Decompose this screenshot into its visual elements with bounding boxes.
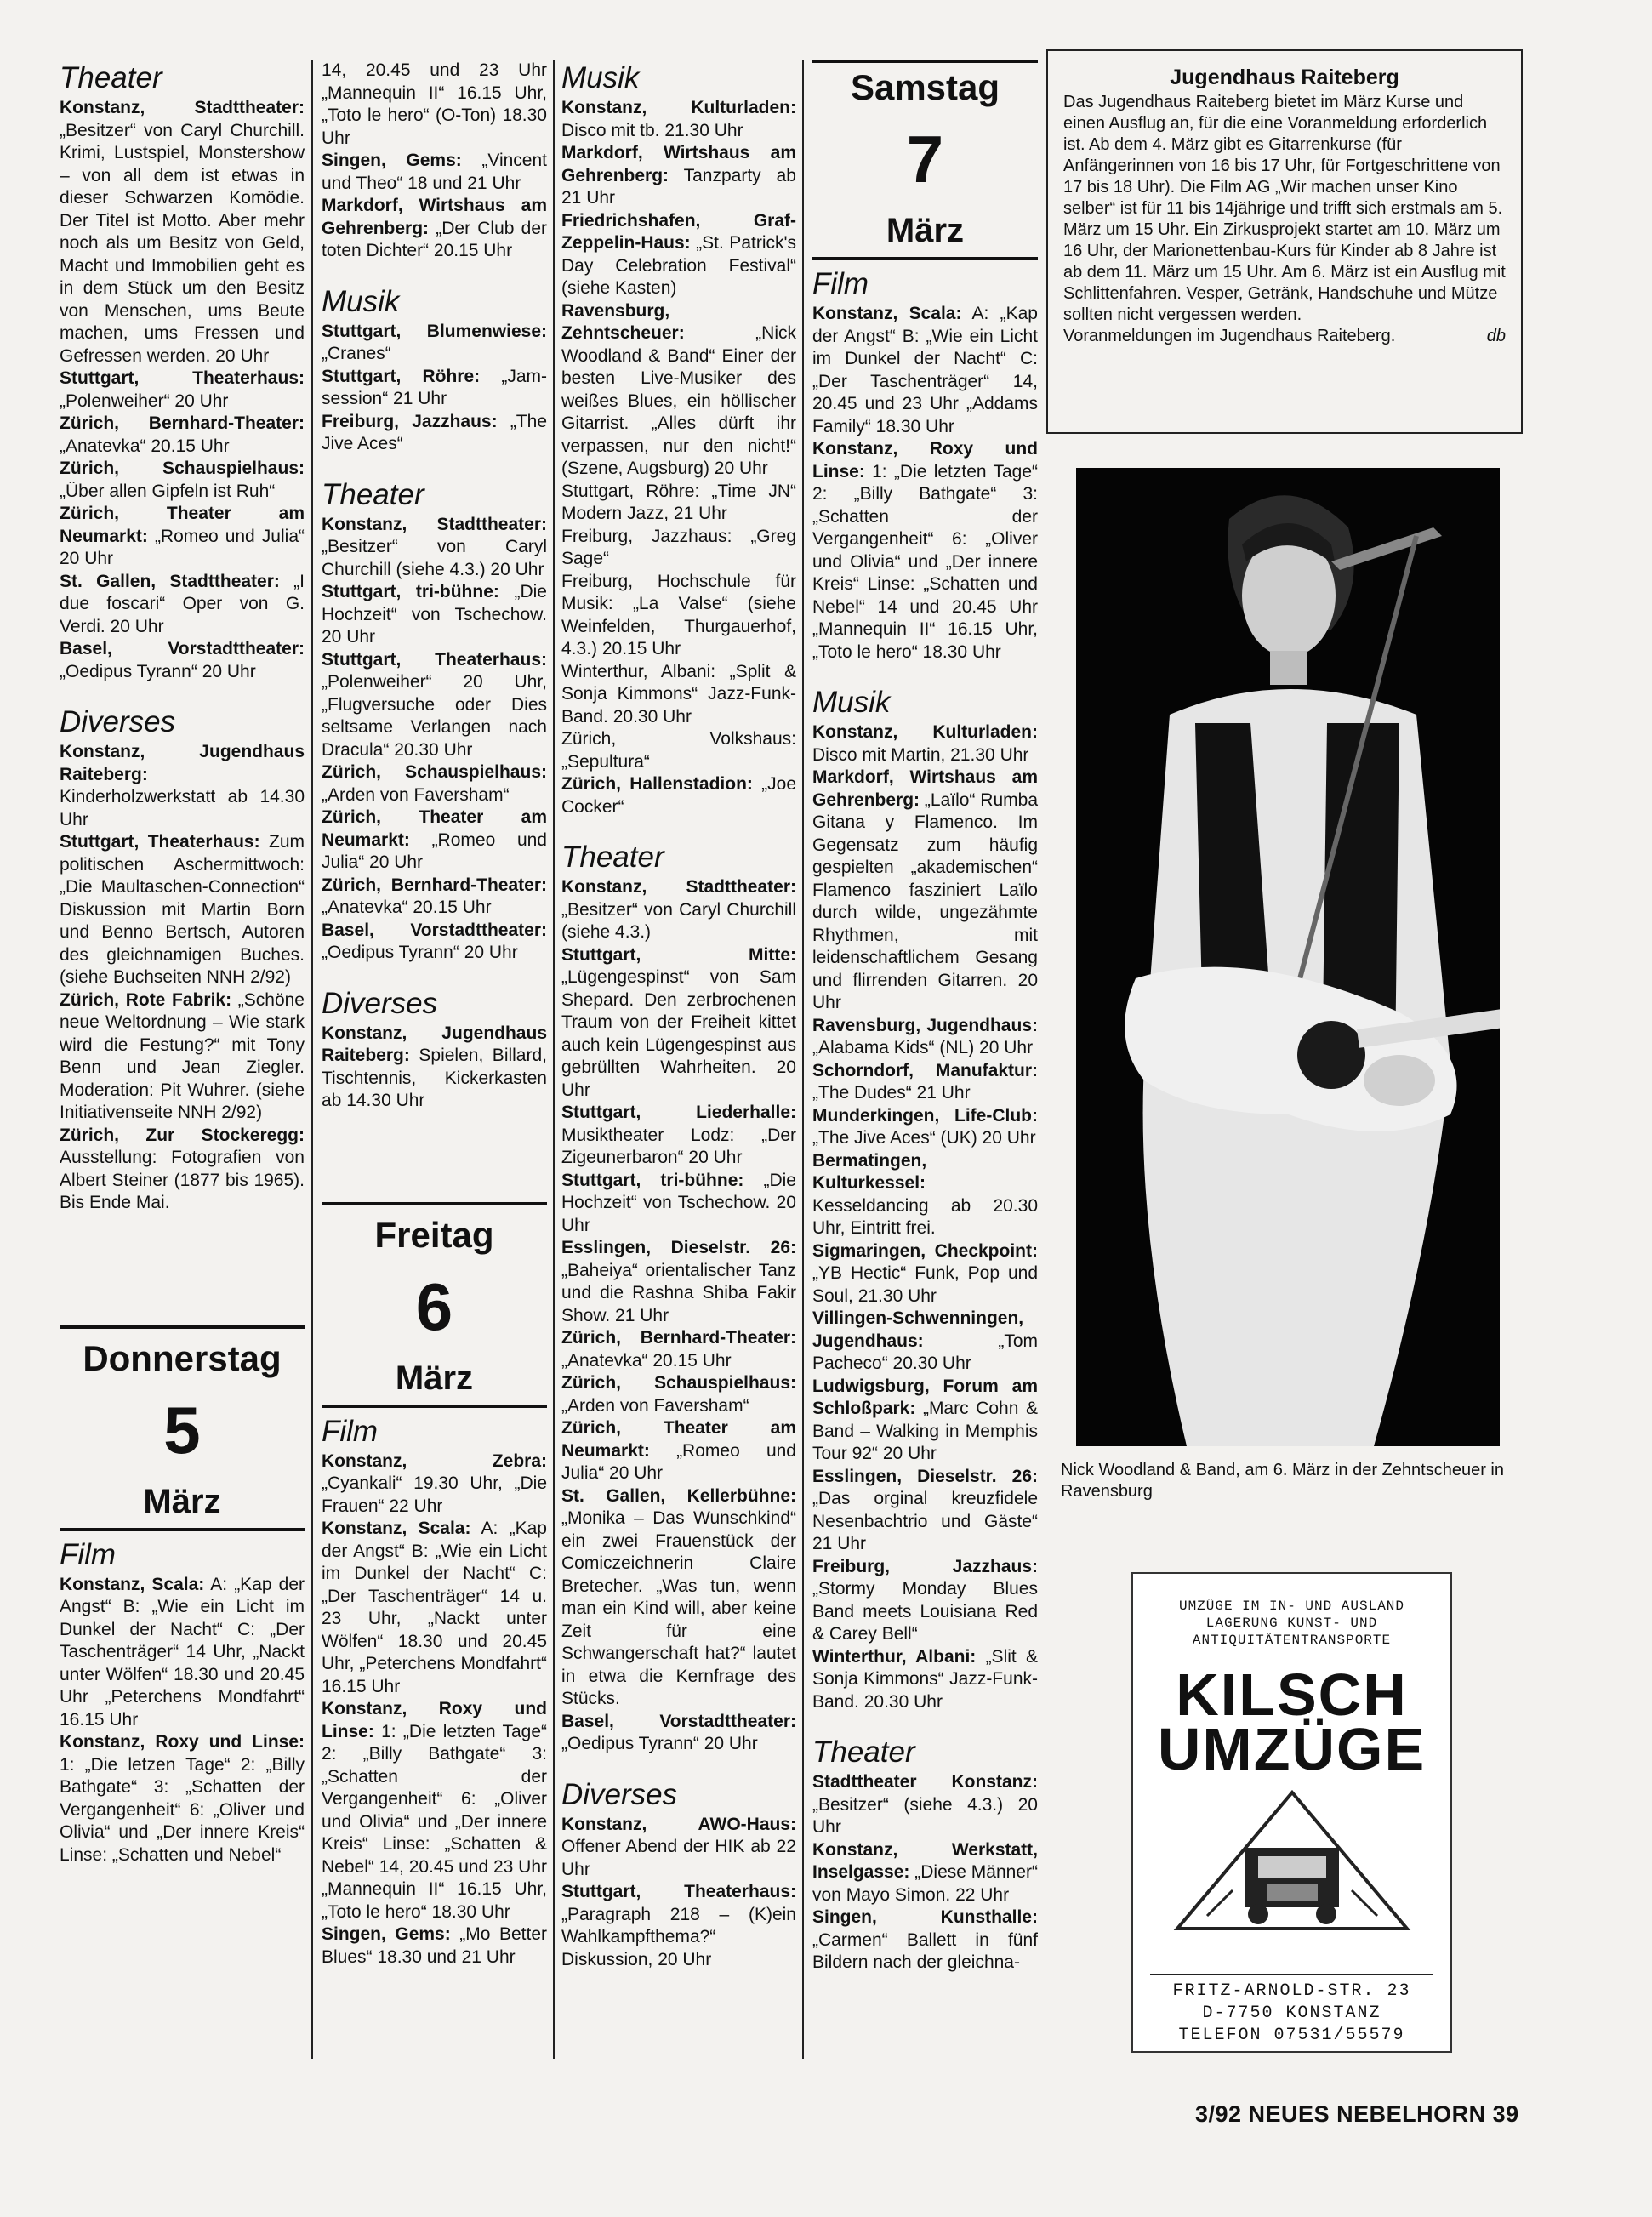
event-details: „Joe Cocker“ [561,774,796,817]
event-details: Disco mit tb. 21.30 Uhr [561,120,743,140]
listing-entry [322,195,547,263]
ad-city: D-7750 KONSTANZ [1202,2003,1381,2023]
section-heading: Diverses [561,1777,678,1811]
event-details: „Nick Woodland & Band“ Einer der besten Live-Musiker des weißes Blues, ein höllischer Gitarrist. „Alles dürft ihr verpassen, nur den nicht!“ (Szene, Augsburg) 20 Uhr [561,323,796,478]
event-details: „Marc Cohn & Band – Walking in Memphis Tour 92“ 20 Uhr [812,1399,1038,1463]
listing-entry [561,142,796,210]
listing [812,721,1038,1713]
event-details: „Lügengespinst“ von Sam Shepard. Den zerbrochenen Traum von der Freiheit kittet auch kein Lügengespinst aus gebrüllten Wahrheiten. 20 Uhr [561,967,796,1100]
listing [322,60,547,263]
section-heading: Theater [812,1735,915,1769]
listing-entry [322,366,547,411]
event-details: Stuttgart, Röhre: „Time JN“ Modern Jazz, 21 Uhr [561,481,796,523]
venue-name: Freiburg, Jazzhaus: [322,411,498,431]
day-name: Donnerstag [60,1325,305,1380]
concert-photo [1076,468,1500,1446]
venue-name: Basel, Vorstadttheater: [322,920,547,940]
event-details: 14, 20.45 und 23 Uhr „Mannequin II“ 16.15 Uhr, „Toto le hero“ (O-Ton) 18.30 Uhr [322,60,547,148]
event-details: „Baheiya“ orientalischer Tanz und die Rashna Shiba Fakir Show. 21 Uhr [561,1260,796,1325]
event-details: „Anatevka“ 20.15 Uhr [561,1350,732,1371]
section-heading: Theater [322,477,424,511]
photo-caption: Nick Woodland & Band, am 6. März in der Zehntscheuer in Ravensburg [1061,1461,1504,1501]
listing-entry [60,503,305,571]
day-number: 5 [163,1392,201,1468]
info-box-jugendhaus [1046,49,1523,434]
venue-name: Munderkingen, Life-Club: [812,1105,1038,1126]
listing-entry [812,1240,1038,1308]
listing-entry [812,721,1038,767]
venue-name: Schorndorf, Manufaktur: [812,1060,1038,1080]
venue-name: Konstanz, Stadttheater: [322,514,547,534]
event-details: „Laïlo“ Rumba Gitana y Flamenco. Im Gegensatz zum häufig gespielten „akademischen“ Flamenco fasziniert Laïlo durch wilde, ungezähmte Rhythmen, mit leidenschaftlichem Gesang und flirrenden Gitarren. 20 Uhr [812,789,1038,1012]
event-details: Freiburg, Hochschule für Musik: „La Valse“ (siehe Weinfelden, Thurgauerhof, 4.3.) 20.15 Uhr [561,571,796,658]
listing-entry [561,1327,796,1372]
venue-name: Stuttgart, tri-bühne: [322,582,499,601]
event-details: Zürich, Volkshaus: „Sepultura“ [561,729,796,772]
venue-name: Zürich, Schauspielhaus: [561,1373,796,1393]
venue-name: Markdorf, Wirtshaus am Gehrenberg: [322,196,547,238]
event-details: A: „Kap der Angst“ B: „Wie ein Licht im Dunkel der Nacht“ C: „Der Taschenträger“ 14, 20.45 und 23 Uhr „Addams Family“ 18.30 Uhr [812,304,1038,436]
column-4 [812,60,1038,1975]
column-3 [561,60,796,1971]
venue-name: Zürich, Theater am Neumarkt: [322,807,547,850]
event-details: „Cyankali“ 19.30 Uhr, „Die Frauen“ 22 Uhr [322,1473,547,1516]
listing-entry [322,60,547,150]
event-details: Spielen, Billard, Tischtennis, Kickerkasten ab 14.30 Uhr [322,1046,547,1110]
listing-entry [60,368,305,413]
listing-entry [561,1814,796,1882]
venue-name: Konstanz, Roxy und Linse: [812,439,1038,482]
day-header [812,60,1038,260]
venue-name: Winterthur, Albani: [812,1646,977,1667]
event-details: „Oedipus Tyrann“ 20 Uhr [322,943,518,962]
listing-entry [561,571,796,661]
column-rule [802,60,804,2059]
event-details: Zum politischen Aschermittwoch: „Die Maultaschen-Connection“ Diskussion mit Martin Born und Benno Bertsch, Autoren des gleichnamigen Buches. (siehe Buchseiten NNH 2/92) [60,832,305,987]
venue-name: Stuttgart, Röhre: [322,366,481,386]
listing [322,1023,547,1113]
event-details: „Monika – Das Wunschkind“ ein zwei Frauenstück der Comiczeichnerin Claire Bretecher. „Was tun, wenn man ein Kind will, aber keine Zeit für eine Schwangerschaft hat?“ lautet in etwa die Kernfrage des Stücks. [561,1508,796,1708]
listing-entry [60,1574,305,1732]
venue-name: Markdorf, Wirtshaus am Gehrenberg: [561,143,796,185]
venue-name: Zürich, Bernhard-Theater: [322,875,547,895]
section-heading: Musik [561,61,640,94]
venue-name: Sigmaringen, Checkpoint: [812,1240,1038,1261]
event-details: „I due foscari“ Oper von G. Verdi. 20 Uhr [60,571,305,636]
event-details: „Carmen“ Ballett in fünf Bildern nach der gleichna- [812,1929,1038,1972]
listing-entry [60,1125,305,1215]
venue-name: Ludwigsburg, Forum am Schloßpark: [812,1376,1038,1418]
listing [60,1574,305,1867]
signature: db [1486,327,1506,345]
venue-name: Basel, Vorstadttheater: [60,639,305,658]
event-details: Ausstellung: Fotografien von Albert Steiner (1877 bis 1965). Bis Ende Mai. [60,1148,305,1212]
listing-entry [60,638,305,683]
event-details: „Anatevka“ 20.15 Uhr [60,436,230,456]
listing-entry [60,831,305,989]
listing-entry [60,413,305,458]
listing-entry [60,741,305,831]
venue-name: Esslingen, Dieselstr. 26: [812,1466,1038,1486]
venue-name: Konstanz, Werkstatt, Inselgasse: [812,1839,1038,1882]
event-details: „Oedipus Tyrann“ 20 Uhr [60,661,256,681]
column-rule [311,60,313,2059]
listing-entry [322,1023,547,1113]
venue-name: Zürich, Zur Stockeregg: [60,1125,305,1145]
section-heading: Theater [561,841,664,874]
listing-entry [322,806,547,875]
ad-tagline-1: UMZÜGE IM IN- UND AUSLAND [1178,1599,1405,1614]
listing [561,1814,796,1972]
listing-entry [812,1105,1038,1150]
listing [60,97,305,683]
listing-entry [322,514,547,582]
listing-entry [561,1711,796,1756]
listing-entry [561,944,796,1103]
listing-entry [561,1372,796,1417]
listing [322,514,547,965]
listing-entry [561,1170,796,1238]
venue-name: Stuttgart, tri-bühne: [561,1170,744,1190]
venue-name: Zürich, Hallenstadion: [561,774,753,794]
ad-phone: TELEFON 07531/55579 [1178,2026,1405,2045]
listing-entry [812,1150,1038,1240]
event-details: „Romeo und Julia“ 20 Uhr [60,526,305,568]
venue-name: Zürich, Bernhard-Theater: [561,1328,796,1348]
venue-name: Zürich, Bernhard-Theater: [60,413,305,433]
event-details: 1: „Die letzten Tage“ 2: „Billy Bathgate“ 3: „Schatten der Vergangenheit“ 6: „Oliver und Olivia“ und „Der innere Kreis“ Linse: „Schatten und Nebel“ 14 und 20.45 Uhr „Mannequin II“ 16.15 Uhr, „Toto le hero“ 18.30 Uhr [812,461,1038,662]
listing-entry [812,1906,1038,1975]
venue-name: Singen, Gems: [322,151,462,170]
event-details: „Der Club der toten Dichter“ 20.15 Uhr [322,218,547,260]
event-details: A: „Kap der Angst“ B: „Wie ein Licht im Dunkel der Nacht“ C: „Der Taschenträger“ 14 Uhr, „Nackt unter Wölfen“ 18.30 und 20.45 Uhr „Peterchens Mondfahrt“ 16.15 Uhr [60,1574,305,1730]
section-heading: Film [812,267,869,300]
venue-name: Stuttgart, Liederhalle: [561,1103,796,1122]
event-details: „Das orginal kreuzfidele Nesenbachtrio und Gäste“ 21 Uhr [812,1489,1038,1553]
section-heading: Film [322,1414,379,1448]
venue-name: Konstanz, Roxy und Linse: [60,1732,305,1752]
listing-entry [561,300,796,481]
event-details: Tanzparty ab 21 Uhr [561,165,796,208]
venue-name: Ravensburg, Jugendhaus: [812,1015,1038,1035]
venue-name: Konstanz, Kulturladen: [561,98,796,117]
listing-entry [812,1556,1038,1646]
event-details: „Über allen Gipfeln ist Ruh“ [60,481,276,501]
listing-entry [60,97,305,368]
listing-entry [561,1417,796,1485]
venue-name: Konstanz, Stadttheater: [561,877,796,897]
event-details: „Jam-session“ 21 Uhr [322,366,548,408]
venue-name: Ravensburg, Zehntscheuer: [561,300,685,343]
event-details: Kinderholzwerkstatt ab 14.30 Uhr [60,787,305,829]
listing-entry [561,526,796,571]
venue-name: Stuttgart, Theaterhaus: [561,1882,796,1901]
listing-entry [322,761,547,806]
section-heading: Diverses [60,705,176,738]
listing-entry [60,1731,305,1866]
listing-entry [322,1698,547,1923]
event-details: Disco mit Martin, 21.30 Uhr [812,744,1029,765]
day-name: Samstag [812,60,1038,109]
listing-entry [561,1485,796,1711]
event-details: „Diese Männer“ von Mayo Simon. 22 Uhr [812,1862,1038,1905]
page-footer: 3/92 NEUES NEBELHORN 39 [1195,2101,1519,2127]
event-details: „Besitzer“ von Caryl Churchill. Krimi, Lustspiel, Monstershow – von all dem ist etwas in dieser Schwarzen Komödie. Der Titel ist Motto. Aber mehr noch als um Besitz von Geld, Macht und Immobilien geht es in dem Stück um den Besitz von Menschen, ums Beute machen, ums Fressen und Gefressen werden. 20 Uhr [60,120,305,366]
day-header [60,1325,305,1531]
section-heading: Diverses [322,986,438,1020]
listing-entry [812,1839,1038,1907]
event-details: 1: „Die letzen Tage“ 2: „Billy Bathgate“ 3: „Schatten der Vergangenheit“ 6: „Oliver und Olivia“ und „Der innere Kreis“ Linse: „Schatten und Nebel“ [60,1754,305,1865]
listing [812,303,1038,664]
event-details: „Paragraph 218 – (K)ein Wahlkampfthema?“ Diskussion, 20 Uhr [561,1904,796,1969]
listing-entry [561,773,796,818]
day-month: März [60,1480,305,1531]
day-month: März [812,209,1038,260]
listing-entry [561,481,796,526]
event-details: „Anatevka“ 20.15 Uhr [322,898,492,917]
venue-name: Konstanz, AWO-Haus: [561,1814,796,1834]
listing-entry [812,438,1038,664]
info-box-footer [1063,326,1506,347]
listing [561,97,796,818]
venue-name: Friedrichshafen, Graf-Zeppelin-Haus: [561,210,796,253]
event-details: „The Jive Aces“ (UK) 20 Uhr [812,1128,1036,1148]
event-details: „Stormy Monday Blues Band meets Louisiana Red & Carey Bell“ [812,1579,1038,1644]
venue-name: Stuttgart, Blumenwiese: [322,321,547,341]
listing-entry [60,571,305,639]
event-details: „Cranes“ [322,344,391,363]
column-2 [322,60,547,1969]
truck-icon [1173,1788,1411,1933]
venue-name: Konstanz, Kulturladen: [812,722,1038,742]
venue-name: Stuttgart, Theaterhaus: [322,649,547,670]
event-details: „Vincent und Theo“ 18 und 21 Uhr [322,151,547,193]
section-heading: Theater [60,61,162,94]
listing-entry [322,581,547,649]
venue-name: Zürich, Schauspielhaus: [322,762,547,782]
ad-brand-line-1: KILSCH [1176,1661,1408,1728]
listing-entry [561,1102,796,1170]
venue-name: Konstanz, Scala: [812,304,962,323]
info-box-title: Jugendhaus Raiteberg [1170,66,1399,89]
venue-name: Villingen-Schwenningen, Jugendhaus: [812,1308,1024,1351]
event-details: „Polenweiher“ 20 Uhr [60,390,229,411]
section-heading: Musik [322,284,400,318]
listing [812,1771,1038,1975]
venue-name: St. Gallen, Kellerbühne: [561,1485,796,1506]
event-details: „Arden von Faversham“ [561,1395,749,1416]
venue-name: Konstanz, Jugendhaus Raiteberg: [322,1023,547,1065]
event-details: „Polenweiher“ 20 Uhr, „Flugversuche oder Dies seltsame Verlangen nach Dracula“ 20.30 Uhr [322,672,547,760]
event-details: „Besitzer“ von Caryl Churchill (siehe 4.3.) 20 Uhr [322,537,547,579]
venue-name: Singen, Kunsthalle: [812,1907,1038,1927]
listing-entry [322,1518,547,1698]
listing-entry [561,1881,796,1971]
listing [60,741,305,1215]
listing-entry [812,1308,1038,1376]
venue-name: Konstanz, Stadttheater: [60,98,305,117]
ad-address [1133,1974,1450,2047]
info-box-text: Das Jugendhaus Raiteberg bietet im März Kurse und einen Ausflug an, für die eine Voranmeldung erforderlich ist. Ab dem 4. März gibt es Gitarrenkurse (für Anfängerinnen von 16 bis 17 Uhr, für Fortgeschrittene von 17 bis 18 Uhr). Die Film AG „Wir machen unser Kino selber“ ist für 11 bis 14jährige und trifft sich erstmals am 5. März um 15 Uhr. Ein Zirkusprojekt startet am 10. März um 16 Uhr, der Marionettenbau-Kurs für Kinder ab 8 Jahre ist ab dem 11. März um 15 Uhr. Am 6. März ist ein Ausflug mit Schlittenfahren. Vesper, Getränk, Handschuhe und Mütze sollten nicht vergessen werden. [1063,93,1506,324]
ad-tagline-2: LAGERUNG KUNST- UND [1205,1616,1378,1631]
venue-name: Konstanz, Zebra: [322,1450,547,1471]
column-rule [553,60,555,2059]
venue-name: Bermatingen, Kulturkessel: [812,1150,927,1193]
event-details: A: „Kap der Angst“ B: „Wie ein Licht im Dunkel der Nacht“ C: „Der Taschenträger“ 14 u. 23 Uhr, „Nackt unter Wölfen“ 18.30 und 20.45 Uhr, „Peterchens Mondfahrt“ 16.15 Uhr [322,1519,547,1696]
listing-entry [60,458,305,503]
event-details: Musiktheater Lodz: „Der Zigeunerbaron“ 20 Uhr [561,1125,796,1167]
event-details: „The Jive Aces“ [322,411,547,453]
listing-entry [561,97,796,142]
venue-name: Konstanz, Scala: [322,1519,471,1538]
listing-entry [812,1376,1038,1466]
listing-entry [812,1466,1038,1556]
event-details: „YB Hectic“ Funk, Pop und Soul, 21.30 Uhr [812,1263,1038,1306]
venue-name: Zürich, Theater am Neumarkt: [60,504,305,546]
event-details: „The Dudes“ 21 Uhr [812,1083,971,1103]
listing-entry [322,321,547,366]
day-number: 7 [906,122,944,197]
venue-name: Zürich, Theater am Neumarkt: [561,1418,796,1461]
listing-entry [322,411,547,456]
event-details: „Romeo und Julia“ 20 Uhr [322,829,547,872]
listing-entry [322,1450,547,1519]
section-heading: Film [60,1537,117,1571]
venue-name: Stadttheater Konstanz: [812,1772,1038,1792]
ad-street: FRITZ-ARNOLD-STR. 23 [1150,1974,1433,2003]
venue-name: Zürich, Rote Fabrik: [60,989,232,1010]
listing-entry [812,303,1038,438]
venue-name: Konstanz, Scala: [60,1574,205,1594]
section-heading: Musik [812,686,891,719]
ad-tagline-3: ANTIQUITÄTENTRANSPORTE [1192,1633,1392,1648]
ad-brand-line-2: UMZÜGE [1157,1716,1427,1782]
event-details: 1: „Die letzten Tage“ 2: „Billy Bathgate“ 3: „Schatten der Vergangenheit“ 6: „Oliver und Olivia“ und „Der innere Kreis“ Linse: „Schatten & Nebel“ 14, 20.45 und 23 Uhr „Mannequin II“ 16.15 Uhr, „Toto le hero“ 18.30 Uhr [322,1721,548,1922]
listing-entry [812,767,1038,1015]
venue-name: Esslingen, Dieselstr. 26: [561,1238,796,1257]
event-details: „Romeo und Julia“ 20 Uhr [561,1440,796,1483]
venue-name: Konstanz, Jugendhaus Raiteberg: [60,742,305,784]
event-details: Winterthur, Albani: „Split & Sonja Kimmons“ Jazz-Funk-Band. 20.30 Uhr [561,661,796,727]
event-details: „Die Hochzeit“ von Tschechow. 20 Uhr [561,1170,796,1235]
listing-entry [322,150,547,195]
event-details: „Die Hochzeit“ von Tschechow. 20 Uhr [322,582,547,647]
event-details: Offener Abend der HIK ab 22 Uhr [561,1837,796,1879]
venue-name: Stuttgart, Theaterhaus: [60,368,305,388]
listing [322,321,547,456]
venue-name: Zürich, Schauspielhaus: [60,459,305,478]
venue-name: St. Gallen, Stadttheater: [60,571,280,591]
guitarist-illustration [1076,468,1500,1446]
listing-entry [322,649,547,762]
listing-entry [561,1237,796,1327]
venue-name: Markdorf, Wirtshaus am Gehrenberg: [812,767,1038,810]
listing-entry [322,920,547,965]
day-name: Freitag [322,1202,547,1257]
venue-name: Konstanz, Roxy und Linse: [322,1699,547,1741]
listing-entry [561,661,796,729]
venue-name: Stuttgart, Mitte: [561,944,796,965]
event-details: „Oedipus Tyrann“ 20 Uhr [561,1734,758,1753]
event-details: „Besitzer“ (siehe 4.3.) 20 Uhr [812,1794,1038,1837]
venue-name: Stuttgart, Theaterhaus: [60,832,260,852]
venue-name: Singen, Gems: [322,1924,451,1944]
event-details: „Alabama Kids“ (NL) 20 Uhr [812,1038,1034,1057]
listing-entry [812,1060,1038,1105]
info-box-last-line: Voranmeldungen im Jugendhaus Raiteberg. [1063,327,1396,345]
listing-entry [812,1015,1038,1060]
event-details: „St. Patrick's Day Celebration Festival“ (siehe Kasten) [561,233,796,298]
listing-entry [561,728,796,773]
event-details: „Mo Better Blues“ 18.30 und 21 Uhr [322,1924,547,1967]
event-details: „Arden von Faversham“ [322,784,510,805]
event-details: „Slit & Sonja Kimmons“ Jazz-Funk-Band. 20.30 Uhr [812,1646,1039,1712]
venue-name: Freiburg, Jazzhaus: [812,1556,1038,1576]
venue-name: Basel, Vorstadttheater: [561,1711,796,1731]
listing-entry [322,1923,547,1969]
column-1 [60,60,305,1866]
event-details: Freiburg, Jazzhaus: „Greg Sage“ [561,526,796,568]
day-month: März [322,1357,547,1408]
event-details: „Tom Pacheco“ 20.30 Uhr [812,1331,1038,1373]
listing-entry [322,875,547,920]
day-header [322,1202,547,1408]
listing [322,1450,547,1969]
event-details: „Schöne neue Weltordnung – Wie stark wird die Festung?“ mit Tony Benn und Jean Ziegler. Moderation: Pit Wuhrer. (siehe Initiativenseite NNH 2/92) [60,989,305,1122]
listing [561,876,796,1756]
advertisement-kilsch [1131,1572,1452,2053]
listing-entry [60,989,305,1125]
day-number: 6 [415,1268,453,1344]
event-details: „Besitzer“ von Caryl Churchill (siehe 4.3.) [561,899,796,942]
event-details: Kesseldancing ab 20.30 Uhr, Eintritt frei. [812,1195,1038,1238]
listing-entry [561,210,796,300]
listing-entry [812,1771,1038,1839]
listing-entry [812,1646,1038,1714]
listing-entry [561,876,796,944]
